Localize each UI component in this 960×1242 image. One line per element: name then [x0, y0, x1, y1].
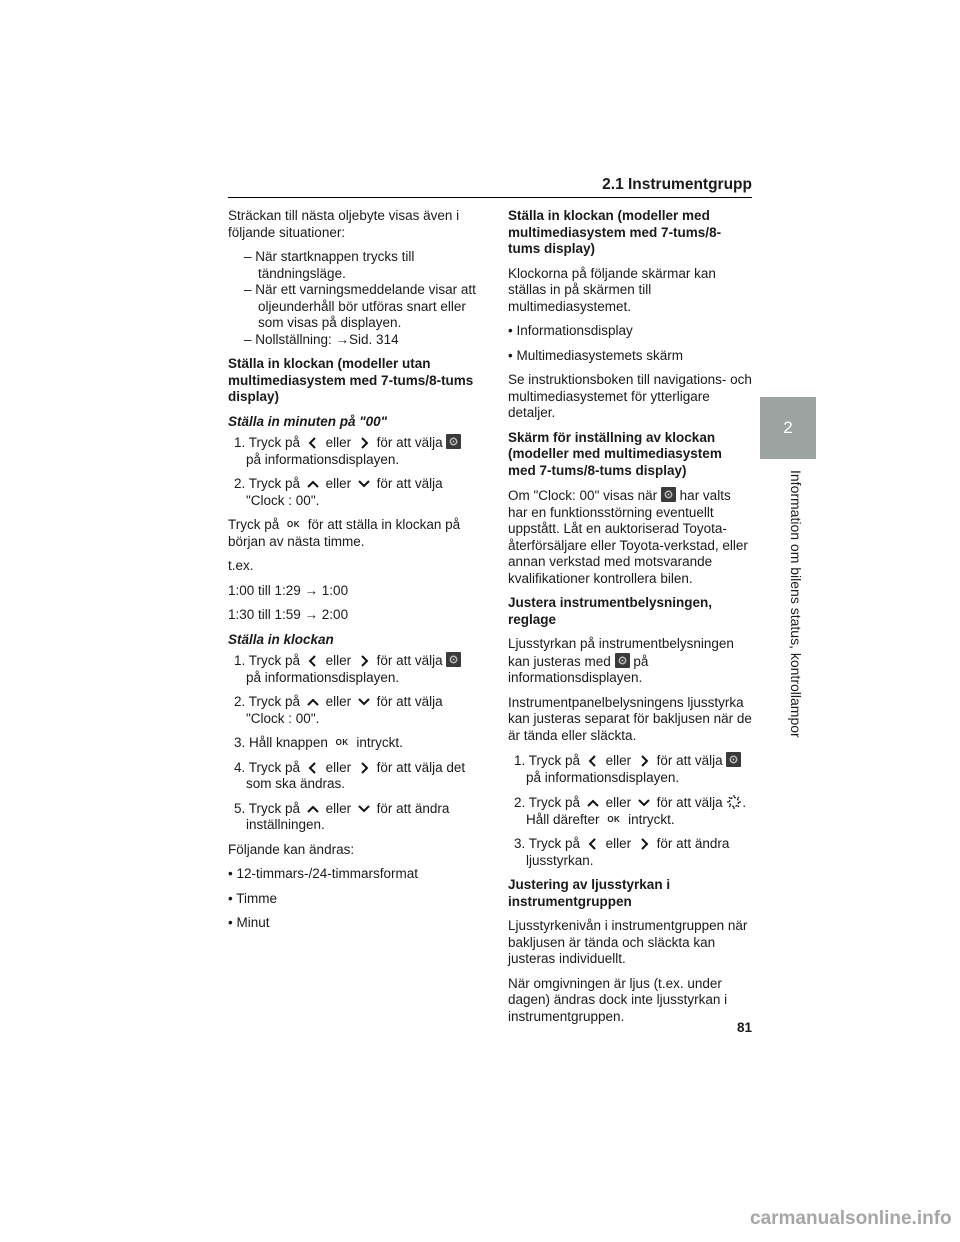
left-column [228, 208, 478, 940]
list-item: – När startknappen trycks till tändningsläge. [244, 249, 415, 281]
step-item [228, 801, 478, 834]
step-number: 2. [234, 694, 246, 709]
list-item: • 12-timmars-/24-timmarsformat [228, 866, 419, 881]
paragraph [508, 487, 752, 587]
bullet-text: Minut [236, 915, 270, 930]
paragraph: När omgivningen är ljus (t.ex. under dagen) ändras dock inte ljusstyrkan i instrumentgruppen. [508, 975, 728, 1024]
list-item: • Informationsdisplay [508, 323, 633, 338]
step-number: 1. [234, 653, 246, 668]
chapter-tab: 2 [760, 397, 816, 459]
step-text: intryckt. [628, 811, 675, 827]
step-number: 3. [234, 735, 246, 750]
settings-gear-icon [446, 652, 461, 667]
ok-instruction [228, 517, 478, 550]
text: för att ställa in klockan på början av nästa timme. [228, 517, 461, 549]
step-number: 3. [514, 836, 526, 851]
ok-button-icon: OK [335, 738, 349, 747]
chevron-up-icon [304, 695, 322, 709]
step-text: "Clock : 00". [246, 492, 320, 508]
step-text: Tryck på [248, 476, 301, 491]
step-text: eller [605, 836, 632, 851]
step-text: eller [605, 795, 632, 810]
text: Tryck på [228, 517, 280, 532]
step-item [508, 752, 752, 786]
heading-set-clock: Ställa in klockan [228, 631, 334, 647]
step-text: eller [325, 435, 352, 450]
oil-intro: Sträckan till nästa oljebyte visas även i följande situationer: [228, 208, 460, 240]
settings-gear-icon [615, 653, 630, 668]
chevron-down-icon [355, 802, 373, 816]
step-text: för att välja [376, 476, 443, 491]
chevron-left-icon [304, 654, 322, 668]
settings-gear-icon [726, 752, 741, 767]
chevron-left-icon [584, 837, 602, 851]
text: på informationsdisplayen. [508, 653, 649, 685]
settings-gear-icon [661, 487, 676, 502]
step-text: Tryck på [528, 795, 581, 810]
bullet-text: Multimediasystemets skärm [516, 347, 684, 363]
chapter-title: Information om bilens status, kontrollampor [788, 470, 804, 738]
step-text: eller [325, 476, 352, 491]
step-text: eller [325, 694, 352, 709]
oil-situations-list [228, 249, 478, 348]
paragraph: Ljusstyrkenivån i instrumentgruppen när bakljusen är tända och släckta kan justeras individuellt. [508, 918, 748, 966]
step-text: för att ändra inställningen. [246, 800, 450, 832]
chevron-up-icon [304, 802, 322, 816]
list-item [228, 332, 478, 349]
header-rule [228, 197, 752, 198]
step-text: Tryck på [528, 753, 581, 768]
step-number: 4. [234, 759, 246, 775]
section-title: 2.1 Instrumentgrupp [602, 176, 752, 193]
example-line: 1:00 till 1:29 → 1:00 [228, 582, 349, 598]
step-number: 1. [514, 753, 526, 768]
chevron-down-icon [355, 695, 373, 709]
bullet-text: Timme [236, 890, 277, 906]
bullet-text: Informationsdisplay [516, 323, 633, 338]
brightness-adjust-icon [726, 794, 742, 810]
step-text: eller [605, 753, 632, 768]
step-item [228, 735, 478, 752]
step-number: 2. [514, 795, 526, 810]
heading-clock-no-multimedia: Ställa in klockan (modeller utan multimediasystem med 7-tums/8-tums display) [228, 356, 474, 404]
paragraph: Se instruktionsboken till navigations- och multimediasystemet för ytterligare detaljer. [508, 372, 752, 420]
step-text: Tryck på [528, 836, 581, 851]
bullet-text: 12-timmars-/24-timmarsformat [236, 866, 419, 881]
step-number: 2. [234, 476, 246, 491]
page-number: 81 [736, 1020, 752, 1035]
chevron-left-icon [584, 754, 602, 768]
heading-clock-screen: Skärm för inställning av klockan (modeller med multimediasystem med 7-tums/8-tums display) [508, 429, 722, 478]
list-item: – När ett varningsmeddelande visar att oljeunderhåll bör utföras snart eller som visas på displayen. [244, 282, 476, 330]
step-item [508, 836, 752, 869]
reset-label: – Nollställning: [244, 331, 336, 347]
example-line: 1:30 till 1:59 → 2:00 [228, 607, 349, 622]
step-text: för att ändra ljusstyrkan. [526, 836, 730, 868]
step-text: . Håll därefter [526, 795, 747, 827]
step-item [228, 652, 478, 686]
heading-instrument-lighting: Justera instrumentbelysningen, reglage [508, 595, 713, 627]
paragraph: Instrumentpanelbelysningens ljusstyrka kan justeras separat för bakljusen när de är tända eller släckta. [508, 694, 752, 743]
step-text: på informationsdisplayen. [246, 451, 400, 467]
list-item: • Timme [228, 890, 277, 906]
step-text: eller [325, 653, 352, 668]
example-label: t.ex. [228, 558, 254, 573]
step-text: Tryck på [248, 653, 301, 668]
chevron-left-icon [304, 436, 322, 450]
step-number: 5. [234, 800, 246, 816]
chevron-right-icon [355, 436, 373, 450]
step-text: för att välja [656, 753, 723, 768]
step-item [508, 794, 752, 828]
chevron-left-icon [304, 761, 322, 775]
chevron-down-icon [355, 477, 373, 491]
chevron-right-icon [635, 837, 653, 851]
heading-brightness-cluster: Justering av ljusstyrkan i instrumentgruppen [508, 877, 671, 909]
paragraph [508, 636, 752, 687]
step-item [228, 760, 478, 793]
heading-clock-multimedia: Ställa in klockan (modeller med multimediasystem med 7-tums/8-tums display) [508, 208, 722, 256]
text: har valts har en funktionsstörning eventuellt uppstått. Låt en auktoriserad Toyota-återförsäljare eller Toyota-verkstad, eller annan verkstad med motsvarande kvalifikationer kontrollera bilen. [508, 488, 748, 586]
list-item: • Multimediasystemets skärm [508, 347, 684, 363]
right-column [508, 208, 752, 1033]
step-text: för att välja [376, 653, 443, 668]
step-text: för att välja det som ska ändras. [246, 759, 466, 791]
chevron-right-icon [635, 754, 653, 768]
step-text: på informationsdisplayen. [526, 769, 680, 785]
heading-set-minute: Ställa in minuten på "00" [228, 413, 388, 429]
step-text: för att välja [376, 435, 443, 450]
step-text: på informationsdisplayen. [246, 669, 400, 685]
watermark: carmanualsonline.info [750, 1208, 952, 1229]
chevron-down-icon [635, 796, 653, 810]
step-number: 1. [234, 435, 246, 450]
step-text: Håll knappen [249, 735, 328, 750]
chevron-right-icon [355, 654, 373, 668]
list-item: • Minut [228, 915, 270, 930]
ok-button-icon: OK [287, 520, 301, 529]
chevron-up-icon [304, 477, 322, 491]
step-text: Tryck på [248, 435, 301, 450]
settings-gear-icon [446, 434, 461, 449]
text: Om "Clock: 00" visas när [508, 488, 658, 503]
step-text: eller [325, 759, 352, 775]
step-item [228, 434, 478, 468]
ok-button-icon: OK [607, 814, 621, 824]
step-text: Tryck på [248, 759, 301, 775]
step-text: för att välja [376, 694, 443, 709]
change-intro: Följande kan ändras: [228, 841, 355, 857]
step-item [228, 476, 478, 509]
step-text: för att välja [656, 795, 723, 810]
text: Ljusstyrkan på instrumentbelysningen kan justeras med [508, 636, 734, 669]
step-text: eller [325, 800, 352, 816]
paragraph: Klockorna på följande skärmar kan ställas in på skärmen till multimediasystemet. [508, 265, 716, 314]
step-text: Tryck på [248, 694, 301, 709]
chevron-up-icon [584, 796, 602, 810]
page-reference-link[interactable]: →Sid. 314 [335, 331, 399, 347]
step-text: Tryck på [248, 800, 301, 816]
step-item [228, 694, 478, 727]
step-text: intryckt. [356, 735, 403, 750]
step-text: "Clock : 00". [246, 710, 320, 726]
chevron-right-icon [355, 761, 373, 775]
